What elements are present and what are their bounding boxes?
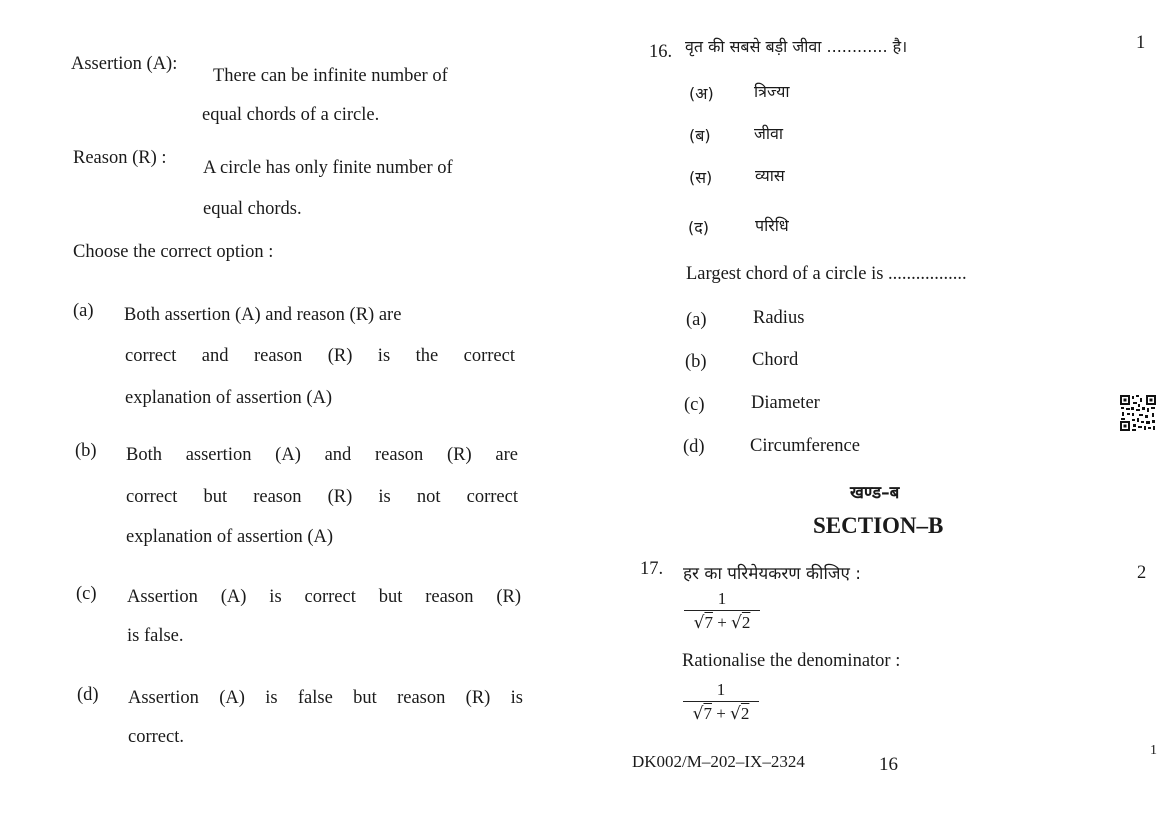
- q16-en-opt-d-text: Circumference: [750, 436, 860, 456]
- q16-en-opt-c-label: (c): [684, 395, 705, 415]
- q17-english-question: Rationalise the denominator :: [682, 651, 901, 671]
- q16-english-question: Largest chord of a circle is .................: [686, 264, 967, 284]
- option-c-line1: Assertion (A) is correct but reason (R): [127, 587, 521, 607]
- q16-en-opt-c-text: Diameter: [751, 393, 820, 413]
- sqrt-icon: √: [692, 704, 704, 724]
- q16-en-opt-a-text: Radius: [753, 308, 805, 328]
- margin-top-mark: 1: [1136, 33, 1146, 53]
- q17-fraction-english: [683, 680, 759, 724]
- option-a-line1: [124, 305, 515, 326]
- option-a-label: (a): [73, 301, 94, 321]
- q16-number: 16.: [649, 42, 673, 62]
- radicand-b: 2: [741, 613, 751, 632]
- q16-en-opt-b-text: Chord: [752, 350, 799, 370]
- sqrt-icon: √: [693, 613, 705, 633]
- q17-marks: 2: [1137, 563, 1147, 583]
- q16-hindi-opt3-text: व्यास: [755, 166, 785, 185]
- option-b-line3: explanation of assertion (A): [126, 527, 334, 547]
- option-d-line1: Assertion (A) is false but reason (R) is: [128, 688, 523, 708]
- reason-label: Reason (R) :: [73, 148, 167, 168]
- option-d-line2: correct.: [128, 727, 184, 747]
- radicand-a: 7: [704, 613, 713, 632]
- fraction-denominator: √7 + √2: [693, 613, 751, 633]
- fraction-numerator: 1: [684, 589, 760, 611]
- q16-hindi-opt4-label: (द): [688, 218, 709, 237]
- option-c-line2: is false.: [127, 626, 184, 646]
- assertion-text-line1: There can be infinite number of: [213, 66, 448, 86]
- option-d-label: (d): [77, 685, 99, 705]
- option-b-label: (b): [75, 441, 97, 461]
- q16-en-opt-d-label: (d): [683, 437, 705, 457]
- option-b-line1: Both assertion (A) and reason (R) are: [126, 445, 518, 465]
- footer-code: DK002/M–202–IX–2324: [632, 752, 805, 771]
- fraction-denominator: √7 + √2: [692, 704, 750, 724]
- assertion-text-line2: equal chords of a circle.: [202, 105, 380, 125]
- option-a-line3: explanation of assertion (A): [125, 388, 333, 408]
- option-c-label: (c): [76, 584, 97, 604]
- q16-hindi-opt2-text: जीवा: [754, 124, 784, 143]
- sqrt-icon: √: [730, 704, 741, 724]
- q16-hindi-opt4-text: परिधि: [755, 216, 789, 235]
- q16-hindi-opt1-label: (अ): [689, 84, 714, 103]
- reason-text-line2: equal chords.: [203, 199, 302, 219]
- q17-number: 17.: [640, 559, 664, 579]
- assertion-label: Assertion (A):: [71, 54, 178, 74]
- option-a-line2: correct and reason (R) is the correct: [125, 346, 515, 366]
- section-b-hindi-heading: खण्ड–ब: [850, 483, 900, 503]
- q16-hindi-opt1-text: त्रिज्या: [754, 82, 790, 101]
- q16-en-opt-a-label: (a): [686, 310, 707, 330]
- sqrt-icon: √: [731, 613, 742, 633]
- option-b-line2: correct but reason (R) is not correct: [126, 487, 518, 507]
- q17-fraction-hindi: [684, 589, 760, 633]
- radicand-b: 2: [740, 704, 750, 723]
- radicand-a: 7: [703, 704, 712, 723]
- q16-hindi-opt3-label: (स): [689, 168, 713, 187]
- q16-hindi-opt2-label: (ब): [689, 126, 711, 145]
- qr-code-icon: [1119, 394, 1157, 432]
- option-a-text-1: Both assertion (A) and reason (R) are: [124, 305, 402, 325]
- page-number: 16: [879, 754, 898, 775]
- section-b-heading: SECTION–B: [813, 513, 944, 538]
- fraction-numerator: 1: [683, 680, 759, 702]
- q16-hindi-question: वृत की सबसे बड़ी जीवा ............ है।: [685, 37, 908, 56]
- reason-text-line1: A circle has only finite number of: [203, 158, 453, 178]
- q17-hindi-question: हर का परिमेयकरण कीजिए :: [683, 564, 861, 584]
- q16-en-opt-b-label: (b): [685, 352, 707, 372]
- choose-instruction: Choose the correct option :: [73, 242, 274, 262]
- margin-bottom-mark: 1: [1150, 743, 1157, 758]
